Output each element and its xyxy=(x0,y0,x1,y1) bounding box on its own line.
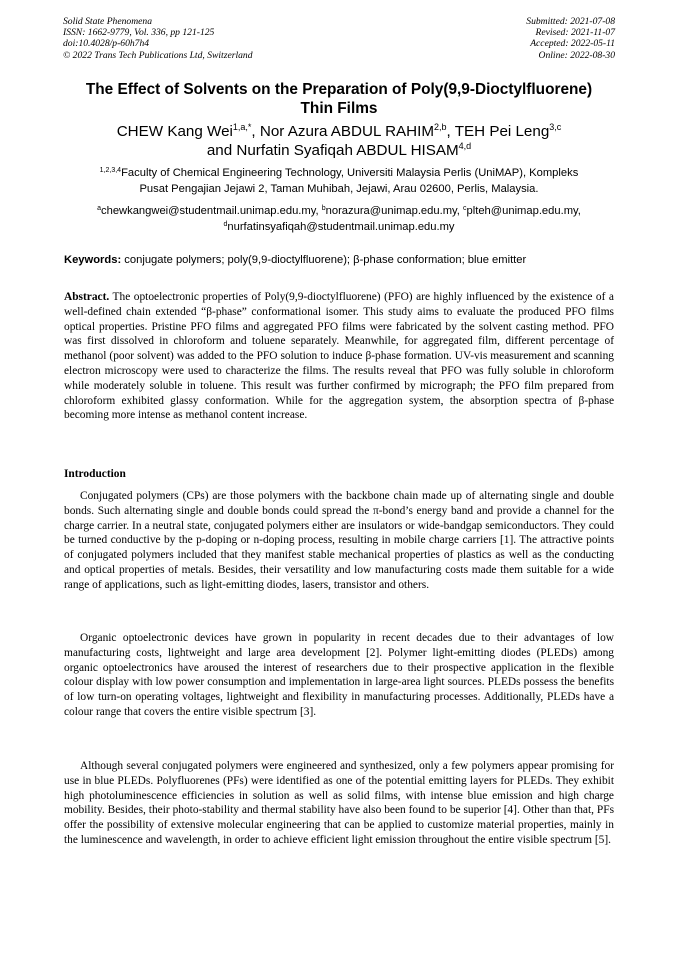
email-line-2 xyxy=(50,220,628,236)
author-and: and xyxy=(206,142,233,159)
doi: doi:10.4028/p-60h7h4 xyxy=(63,38,150,50)
affiliation-line-2: Pusat Pengajian Jejawi 2, Taman Muhibah, Jejawi, Arau 02600, Perlis, Malaysia. xyxy=(139,182,539,195)
email-a[interactable]: chewkangwei@studentmail.unimap.edu.my, xyxy=(101,205,319,217)
revised-date: Revised: 2021-11-07 xyxy=(535,27,615,39)
author-4-name: Nurfatin Syafiqah ABDUL HISAM xyxy=(236,142,459,159)
author-3-name: TEH Pei Leng xyxy=(454,123,550,140)
affiliation xyxy=(60,166,618,197)
email-b[interactable]: norazura@unimap.edu.my, xyxy=(325,205,460,217)
journal-info xyxy=(63,16,253,61)
abstract xyxy=(64,290,614,423)
paper-title xyxy=(50,80,628,118)
affiliation-line-1 xyxy=(60,166,618,182)
affiliation-sup: 1,2,3,4 xyxy=(99,167,122,174)
title-line-1: The Effect of Solvents on the Preparation of Poly(9,9-Dioctylfluorene) xyxy=(85,81,593,98)
journal-name: Solid State Phenomena xyxy=(63,16,152,27)
introduction-heading: Introduction xyxy=(64,468,126,480)
copyright: © 2022 Trans Tech Publications Ltd, Switzerland xyxy=(63,49,253,61)
author-list xyxy=(40,122,638,160)
affiliation-text-1: Faculty of Chemical Engineering Technology, Universiti Malaysia Perlis (UniMAP), Kompleks xyxy=(121,167,579,179)
author-1-name: CHEW Kang Wei xyxy=(116,123,233,140)
author-emails xyxy=(50,204,628,235)
intro-paragraph-3: Although several conjugated polymers were engineered and synthesized, only a few polymers appear promising for use in blue PLEDs. Polyfluorenes (PFs) were identified as one of the potential emitting layers for PLEDs. They exhibit high photoluminescence efficiencies in solution as well as solid films, with intense blue emission and high charge mobility. Besides, their photo-stability and thermal stability have also been found to be superior [4]. Other than that, PFs offer the possibility of extensive molecular engineering that can be applied to customize material properties, mainly in the luminescence and wavelength, in order to achieve efficient light emission throughout the entire visible spectrum [5]. xyxy=(64,760,614,846)
author-3-sup: 3,c xyxy=(549,122,562,132)
author-line-2 xyxy=(40,141,638,160)
keywords-text: conjugate polymers; poly(9,9-dioctylfluorene); β-phase conformation; blue emitter xyxy=(121,254,527,266)
keywords-label: Keywords: xyxy=(64,254,122,266)
abstract-label: Abstract. xyxy=(64,291,110,303)
author-4-sup: 4,d xyxy=(458,141,472,151)
email-line-1 xyxy=(50,204,628,220)
abstract-text: The optoelectronic properties of Poly(9,9-dioctylfluorene) (PFO) are highly influenced by the existence of a well-defined chain extended “β-phase” conformational isomer. This study aims to evaluate the produced PFO films optical properties. Pristine PFO films and aggregated PFO films were fabricated by the solvent casting method. PFO was first dissolved in chloroform and toluene separately. Meanwhile, for aggregated film, different percentage of methanol (poor solvent) was added to the PFO solution to induce β-phase formation. UV-vis measurement and scanning electron microscopy were used to characterize the films. The results reveal that PFO was fully soluble in chloroform while moderately soluble in toluene. This result was further confirmed by micrograph; the PFO film prepared from chloroform exhibited glassy conformation. While for the aggregation system, the absorption spectra of β-phase becoming more intense as methanol content increase. xyxy=(64,291,614,422)
intro-paragraph-1: Conjugated polymers (CPs) are those polymers with the backbone chain made up of alternating single and double bonds. Such alternating single and double bonds could spread the π-bond’s energy band and provide a channel for the charge carrier. In a neutral state, conjugated polymers either are insulators or wide-bandgap semiconductors. They could be turned conductive by the p-doping or n-doping process, resulting in mobile charge carriers [1]. The attractive points of conjugated polymers included that they manifest stable mechanical properties of plastics as well as the conducting and optical properties of metals. Besides, their versatility and low manufacturing costs made them suitable for a wide range of applications, such as light-emitting diodes, lasers, transistor and others. xyxy=(64,490,614,591)
email-d[interactable]: nurfatinsyafiqah@studentmail.unimap.edu.my xyxy=(227,220,455,233)
author-line-1: CHEW Kang Wei$^{1,a,*}$, Nor Azura ABDUL RAHIM$^{2,b}$, TEH Pei Leng$^{3,c}$ xyxy=(116,122,562,140)
email-b-sup: b xyxy=(321,205,326,212)
submitted-date: Submitted: 2021-07-08 xyxy=(526,16,615,27)
email-a-sup: a xyxy=(97,205,101,212)
author-1-sup: 1,a,* xyxy=(232,122,252,132)
email-c[interactable]: plteh@unimap.edu.my, xyxy=(466,205,581,217)
author-2-sup: 2,b xyxy=(434,122,447,132)
email-d-sup: d xyxy=(223,220,228,228)
author-2-name: Nor Azura ABDUL RAHIM xyxy=(259,123,435,140)
online-date: Online: 2022-08-30 xyxy=(538,49,615,61)
accepted-date: Accepted: 2022-05-11 xyxy=(530,38,615,50)
keywords xyxy=(64,253,618,267)
title-line-2: Thin Films xyxy=(300,100,378,117)
issn-volume: ISSN: 1662-9779, Vol. 336, pp 121-125 xyxy=(63,27,215,39)
intro-paragraph-2: Organic optoelectronic devices have grown in popularity in recent decades due to their advantages of low manufacturing costs, lightweight and large area development [2]. Polymer light-emitting diodes (PLEDs) among organic optoelectronics have aroused the interest of researchers due to their prospective application in the flexible colour display with low power consumption and implementation in large-area light sources. PLEDs possess the benefits of low turn-on operating voltages, lightweight and flexibility in manufacturing processes. Additionally, PLEDs have a colour range that covers the entire visible spectrum [3]. xyxy=(64,632,614,718)
email-c-sup: c xyxy=(463,205,467,212)
submission-dates xyxy=(526,16,615,61)
